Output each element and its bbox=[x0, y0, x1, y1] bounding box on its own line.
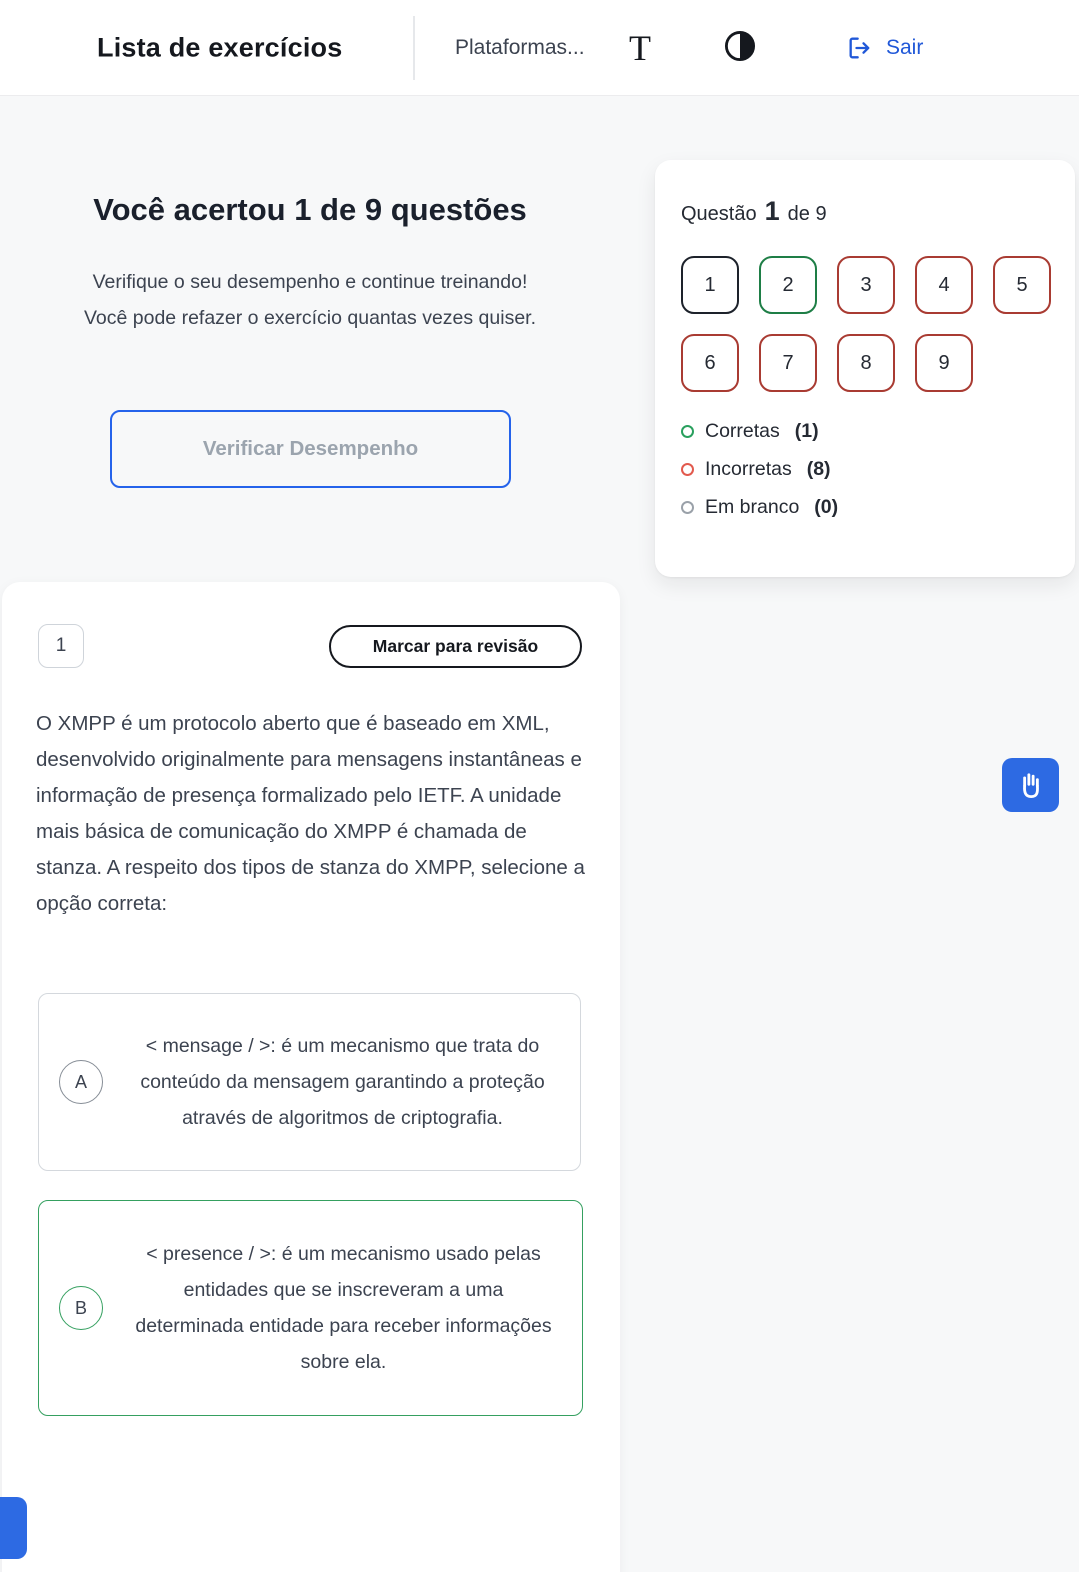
question-number-button-3[interactable]: 3 bbox=[837, 256, 895, 314]
contrast-icon bbox=[723, 29, 757, 66]
blank-dot-icon bbox=[681, 501, 694, 514]
question-number-button-5[interactable]: 5 bbox=[993, 256, 1051, 314]
question-number-button-7[interactable]: 7 bbox=[759, 334, 817, 392]
question-counter-suffix: de 9 bbox=[787, 203, 827, 225]
logout-icon bbox=[846, 34, 874, 62]
question-number-button-9[interactable]: 9 bbox=[915, 334, 973, 392]
top-bar bbox=[0, 0, 1079, 96]
question-number-button-6[interactable]: 6 bbox=[681, 334, 739, 392]
question-number-button-2[interactable]: 2 bbox=[759, 256, 817, 314]
question-text: O XMPP é um protocolo aberto que é baseado em XML, desenvolvido originalmente para mensagens instantâneas e informação de presença formalizado pelo IETF. A unidade mais básica de comunicação do XMPP é chamada de stanza. A respeito dos tipos de stanza do XMPP, selecione a opção correta: bbox=[36, 712, 585, 915]
question-number-button-1[interactable]: 1 bbox=[681, 256, 739, 314]
legend-label: Em branco bbox=[705, 496, 800, 518]
mark-for-review-button[interactable]: Marcar para revisão bbox=[329, 625, 582, 668]
question-nav-card bbox=[655, 160, 1075, 577]
verify-performance-button[interactable]: Verificar Desempenho bbox=[110, 410, 511, 488]
vlibras-accessibility-button[interactable] bbox=[1002, 758, 1059, 812]
question-counter-prefix: Questão bbox=[681, 203, 757, 225]
answer-option-a[interactable] bbox=[38, 993, 581, 1171]
legend-count: (8) bbox=[806, 458, 831, 480]
header-divider bbox=[413, 16, 415, 80]
legend-item-blank bbox=[681, 496, 838, 519]
question-number-button-8[interactable]: 8 bbox=[837, 334, 895, 392]
option-text-b: < presence / >: é um mecanismo usado pelas entidades que se inscreveram a uma determinada entidade para receber informações sobre ela. bbox=[135, 1243, 552, 1373]
score-description: Verifique o seu desempenho e continue treinando! Você pode refazer o exercício quantas vezes quiser. bbox=[83, 271, 537, 329]
legend-label: Incorretas bbox=[705, 458, 792, 480]
legend-label: Corretas bbox=[705, 420, 780, 442]
question-counter-current: 1 bbox=[764, 196, 780, 226]
page-title: Lista de exercícios bbox=[97, 32, 343, 62]
option-letter-b: B bbox=[59, 1286, 103, 1330]
sign-language-hand-icon bbox=[1014, 768, 1048, 802]
question-number-badge: 1 bbox=[38, 624, 84, 668]
legend-item-incorrect bbox=[681, 458, 838, 481]
question-counter bbox=[681, 196, 827, 227]
logout-button[interactable] bbox=[846, 34, 923, 62]
contrast-toggle-button[interactable] bbox=[720, 28, 760, 68]
answer-option-b[interactable] bbox=[38, 1200, 583, 1416]
option-letter-a: A bbox=[59, 1060, 103, 1104]
legend-count: (0) bbox=[814, 496, 839, 518]
question-number-grid bbox=[681, 256, 1051, 392]
incorrect-dot-icon bbox=[681, 463, 694, 476]
question-number-button-4[interactable]: 4 bbox=[915, 256, 973, 314]
platform-label: Plataformas... bbox=[455, 35, 585, 59]
score-heading: Você acertou 1 de 9 questões bbox=[93, 192, 527, 227]
legend-item-correct bbox=[681, 420, 838, 443]
accessibility-side-tab[interactable] bbox=[0, 1497, 27, 1559]
logout-label: Sair bbox=[886, 35, 924, 59]
font-size-icon: T bbox=[629, 27, 651, 68]
question-card bbox=[2, 582, 620, 1572]
correct-dot-icon bbox=[681, 425, 694, 438]
results-legend bbox=[681, 420, 838, 519]
option-text-a: < mensage / >: é um mecanismo que trata do conteúdo da mensagem garantindo a proteção através de algoritmos de criptografia. bbox=[140, 1035, 545, 1129]
font-size-button[interactable] bbox=[618, 22, 662, 74]
legend-count: (1) bbox=[794, 420, 819, 442]
